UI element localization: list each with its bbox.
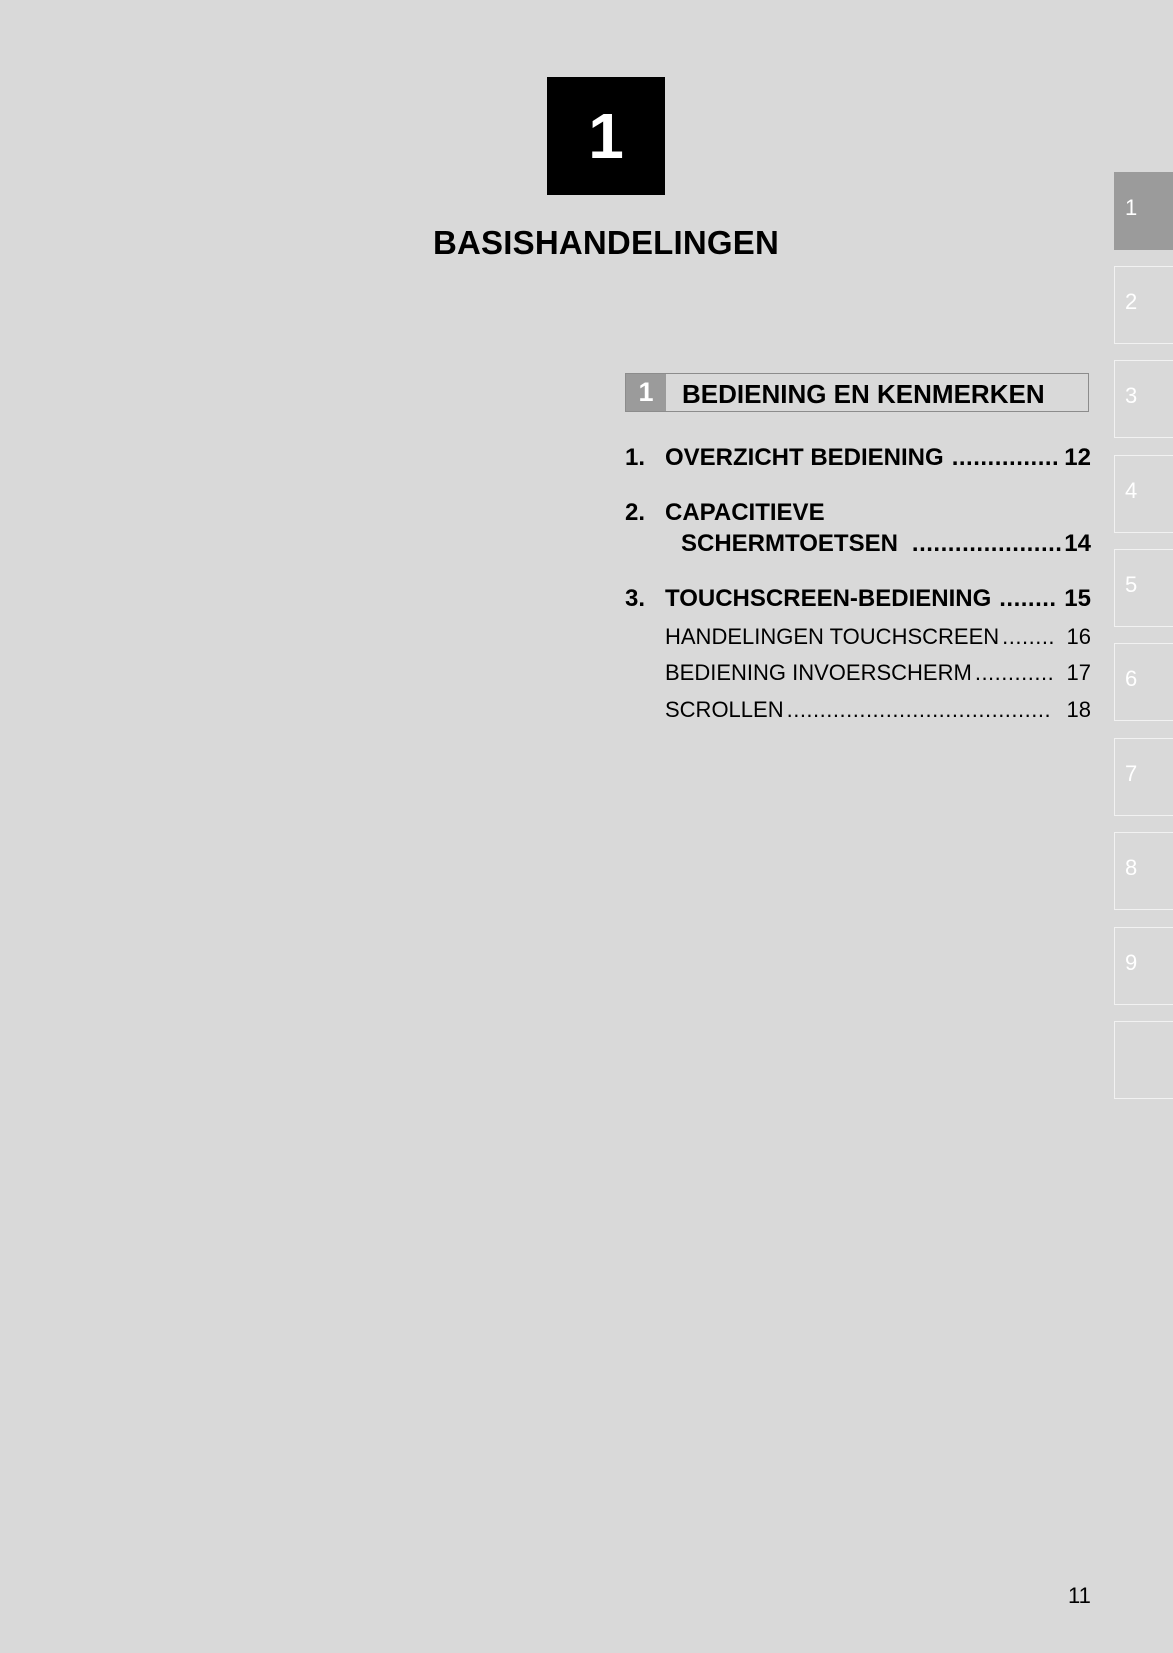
toc-subentry-page: 16 [1066, 624, 1091, 649]
chapter-tab-label: 9 [1125, 950, 1138, 975]
chapter-tab-10[interactable] [1114, 1021, 1173, 1099]
toc-entry-title-line2: SCHERMTOETSEN [681, 530, 898, 557]
section-header [625, 373, 1089, 412]
chapter-tab-label: 8 [1125, 855, 1138, 880]
chapter-tab-5[interactable] [1114, 549, 1173, 627]
chapter-tab-1[interactable] [1114, 172, 1173, 250]
chapter-tab-label: 5 [1125, 572, 1138, 597]
toc-entry-page: 14 [1064, 530, 1091, 557]
toc-entry-page: 15 [1064, 585, 1091, 612]
toc-subentry-3[interactable] [665, 696, 1091, 724]
chapter-tab-label: 2 [1125, 289, 1138, 314]
section-title: BEDIENING EN KENMERKEN [682, 379, 1045, 409]
chapter-number-box [547, 77, 665, 195]
toc-leader-dots [1002, 623, 1053, 651]
chapter-number: 1 [588, 100, 624, 172]
chapter-tab-label: 6 [1125, 666, 1138, 691]
toc-leader-dots [912, 529, 1064, 559]
page-number: 11 [1068, 1583, 1091, 1608]
toc-entry-number: 1. [625, 444, 646, 471]
toc-entry-page: 12 [1064, 444, 1091, 471]
toc-entry-title: TOUCHSCREEN-BEDIENING [665, 585, 992, 612]
toc-subentry-title: SCROLLEN [665, 697, 784, 722]
toc-leader-dots [787, 696, 1053, 724]
toc-entry-title: OVERZICHT BEDIENING [665, 444, 944, 471]
chapter-tab-4[interactable] [1114, 455, 1173, 533]
chapter-tab-9[interactable] [1114, 927, 1173, 1005]
toc-subentry-page: 17 [1066, 660, 1091, 685]
toc-leader-dots [975, 659, 1053, 687]
chapter-tab-label: 4 [1125, 478, 1138, 503]
chapter-tab-3[interactable] [1114, 360, 1173, 438]
chapter-title: BASISHANDELINGEN [432, 224, 780, 261]
chapter-tab-label: 1 [1125, 195, 1138, 220]
chapter-tab-8[interactable] [1114, 832, 1173, 910]
toc-entry-number: 2. [625, 499, 646, 526]
toc-subentry-title: BEDIENING INVOERSCHERM [665, 660, 972, 685]
toc-leader-dots [999, 584, 1058, 614]
chapter-tab-2[interactable] [1114, 266, 1173, 344]
toc-subentry-1[interactable] [665, 623, 1091, 651]
chapter-tab-7[interactable] [1114, 738, 1173, 816]
section-number: 1 [626, 374, 666, 411]
toc-entry-title-line1: CAPACITIEVE [665, 499, 825, 526]
toc-subentry-page: 18 [1066, 697, 1091, 722]
chapter-tab-label: 7 [1125, 761, 1138, 786]
toc-entry-number: 3. [625, 585, 646, 612]
toc-leader-dots [952, 443, 1059, 473]
chapter-tab-label: 3 [1125, 383, 1138, 408]
chapter-tab-6[interactable] [1114, 643, 1173, 721]
toc-subentry-title: HANDELINGEN TOUCHSCREEN [665, 624, 1000, 649]
toc-subentry-2[interactable] [665, 659, 1091, 687]
